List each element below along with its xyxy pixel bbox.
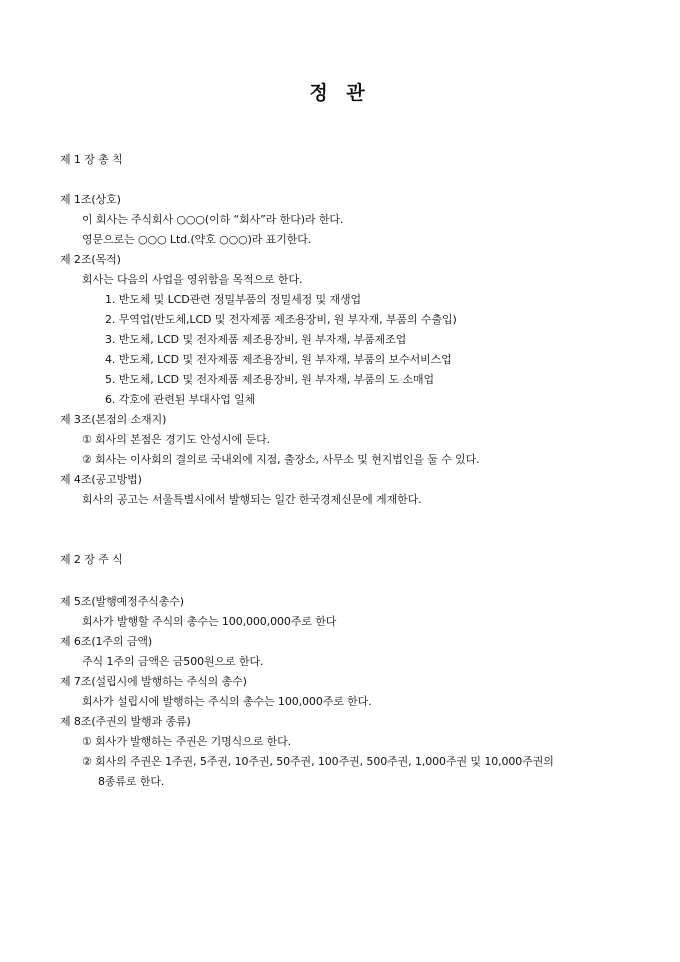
article-2-item: 4. 반도체, LCD 및 전자제품 제조용장비, 원 부자재, 부품의 보수서비스업 (105, 353, 452, 366)
article-4-heading: 제 4조(공고방법) (60, 473, 142, 486)
article-5-heading: 제 5조(발행예정주식총수) (60, 595, 184, 608)
article-6-line: 주식 1주의 금액은 금500원으로 한다. (82, 655, 264, 668)
article-2-item: 2. 무역업(반도체,LCD 및 전자제품 제조용장비, 원 부자재, 부품의 수출입) (105, 313, 457, 326)
article-1-line: 이 회사는 주식회사 ○○○(이하 “회사”라 한다)라 한다. (82, 213, 344, 226)
article-2-item: 1. 반도체 및 LCD관련 정밀부품의 정밀세정 및 재생업 (105, 293, 362, 306)
article-2-item: 6. 각호에 관련된 부대사업 일체 (105, 393, 256, 406)
chapter-2-heading: 제 2 장 주 식 (60, 553, 123, 566)
chapter-1-heading: 제 1 장 총 칙 (60, 153, 123, 166)
article-1-line: 영문으로는 ○○○ Ltd.(약호 ○○○)라 표기한다. (82, 233, 312, 246)
article-8-item: ① 회사가 발행하는 주권은 기명식으로 한다. (82, 735, 292, 748)
article-3-heading: 제 3조(본점의 소재지) (60, 413, 167, 426)
article-8-item-continuation: 8종류로 한다. (98, 775, 165, 788)
article-3-item: ② 회사는 이사회의 결의로 국내외에 지점, 출장소, 사무소 및 현지법인을 둘 수 있다. (82, 453, 480, 466)
article-8-item: ② 회사의 주권은 1주권, 5주권, 10주권, 50주권, 100주권, 500주권, 1,000주권 및 10,000주권의 (82, 755, 554, 768)
article-1-heading: 제 1조(상호) (60, 193, 121, 206)
article-7-line: 회사가 설립시에 발행하는 주식의 총수는 100,000주로 한다. (82, 695, 372, 708)
article-6-heading: 제 6조(1주의 금액) (60, 635, 153, 648)
article-7-heading: 제 7조(설립시에 발행하는 주식의 총수) (60, 675, 247, 688)
article-3-item: ① 회사의 본점은 경기도 안성시에 둔다. (82, 433, 271, 446)
document-title: 정 관 (309, 82, 371, 104)
article-2-item: 5. 반도체, LCD 및 전자제품 제조용장비, 원 부자재, 부품의 도 소매업 (105, 373, 435, 386)
article-4-line: 회사의 공고는 서울특별시에서 발행되는 일간 한국경제신문에 게재한다. (82, 493, 422, 506)
article-2-item: 3. 반도체, LCD 및 전자제품 제조용장비, 원 부자재, 부품제조업 (105, 333, 407, 346)
article-2-heading: 제 2조(목적) (60, 253, 121, 266)
article-2-intro: 회사는 다음의 사업을 영위함을 목적으로 한다. (82, 273, 303, 286)
article-8-heading: 제 8조(주권의 발행과 종류) (60, 715, 191, 728)
article-5-line: 회사가 발행할 주식의 총수는 100,000,000주로 한다 (82, 615, 337, 628)
